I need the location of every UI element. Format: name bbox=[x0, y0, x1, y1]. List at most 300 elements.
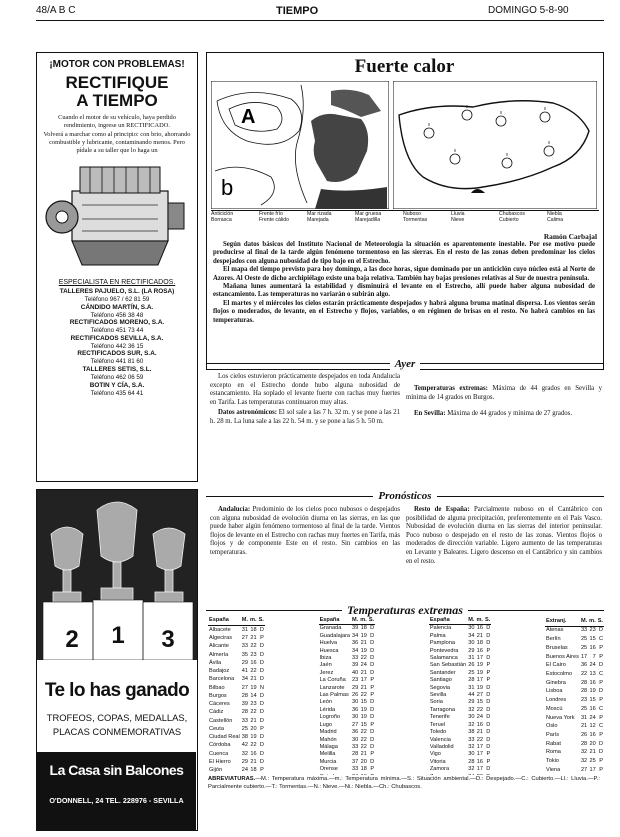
table-row bbox=[545, 662, 604, 671]
value-cell: C bbox=[598, 705, 603, 712]
value-cell: P bbox=[486, 751, 491, 758]
legend-item: Calima bbox=[547, 217, 564, 224]
city-cell: Bruselas bbox=[545, 644, 568, 651]
legend-item: Borrasca bbox=[211, 217, 232, 224]
table-row bbox=[429, 737, 491, 744]
value-cell: 18 bbox=[360, 625, 367, 632]
city-cell: Segovia bbox=[429, 684, 451, 691]
ayer-col-left bbox=[210, 373, 400, 427]
value-cell: 31 bbox=[468, 655, 475, 662]
shop-phone: Teléfono 451 73 44 bbox=[90, 327, 144, 335]
temperature-table-header: M. bbox=[468, 617, 475, 623]
table-row bbox=[319, 729, 376, 736]
temperature-table bbox=[429, 617, 491, 775]
value-cell: D bbox=[486, 729, 491, 736]
table-row bbox=[429, 625, 491, 633]
map-legend bbox=[211, 210, 599, 224]
shop-list-item bbox=[37, 304, 197, 320]
table-row bbox=[545, 766, 604, 775]
value-cell: 44 bbox=[468, 692, 475, 699]
temperature-table bbox=[319, 617, 376, 775]
value-cell: D bbox=[370, 655, 375, 662]
city-cell: Madrid bbox=[319, 729, 337, 736]
value-cell: D bbox=[259, 709, 264, 716]
table-row bbox=[319, 751, 376, 758]
temp-extremes-label: Temperaturas extremas: bbox=[414, 385, 488, 392]
legend-item: Nuboso bbox=[403, 211, 421, 217]
engine-ad-copy-1: Cuando el motor de su vehículo, haya perdido rendimiento, ingrese un RECTIFICADO. bbox=[58, 114, 176, 129]
temperature-table-header: S. bbox=[597, 617, 604, 626]
value-cell: D bbox=[486, 721, 491, 728]
table-row bbox=[319, 670, 376, 677]
city-cell: Palma bbox=[429, 632, 446, 639]
value-cell: D bbox=[370, 647, 375, 654]
value-cell: 29 bbox=[352, 684, 359, 691]
forecast-paragraph: El martes y el miércoles los cielos estarán prácticamente despejados y habrá alguna bruma matinal dispersa. Los vientos serán flojos o moderados, de levante, en el Estrecho y flojos, variables, o en régimen de brisas en el resto. No habrá cambios en las temperaturas. bbox=[213, 299, 595, 324]
city-cell: Atenas bbox=[545, 627, 564, 634]
temperature-table-header: S. bbox=[258, 617, 265, 626]
value-cell: 24 bbox=[476, 714, 483, 721]
city-cell bbox=[429, 774, 467, 775]
value-cell: P bbox=[599, 644, 603, 651]
value-cell: 21 bbox=[476, 632, 483, 639]
value-cell: 40 bbox=[352, 669, 359, 676]
value-cell: 36 bbox=[580, 662, 588, 669]
value-cell: 19 bbox=[476, 669, 483, 676]
value-cell: 23 bbox=[580, 697, 588, 704]
city-cell: Ibiza bbox=[319, 655, 332, 662]
table-row bbox=[429, 692, 491, 699]
value-cell: 33 bbox=[352, 766, 359, 773]
value-cell: 16 bbox=[476, 721, 483, 728]
value-cell: D bbox=[259, 676, 264, 683]
shop-list-item bbox=[37, 288, 197, 304]
svg-text:b: b bbox=[221, 175, 234, 200]
legend-item: Tormentas bbox=[403, 217, 428, 224]
ayer-col-right bbox=[406, 373, 602, 419]
table-row bbox=[545, 670, 604, 679]
city-cell: León bbox=[319, 699, 333, 706]
table-row bbox=[429, 759, 491, 766]
podium-place-second: 2 bbox=[65, 626, 79, 653]
value-cell: D bbox=[486, 640, 491, 647]
value-cell: 36 bbox=[352, 706, 359, 713]
value-cell: 34 bbox=[468, 632, 475, 639]
value-cell: 27 bbox=[476, 692, 483, 699]
value-cell: 24 bbox=[241, 767, 249, 774]
table-row bbox=[319, 640, 376, 647]
value-cell: D bbox=[259, 626, 264, 633]
value-cell: 25 bbox=[580, 705, 588, 712]
value-cell: 32 bbox=[580, 758, 588, 765]
value-cell: 17 bbox=[580, 653, 588, 660]
value-cell: 25 bbox=[580, 636, 588, 643]
legend-item: Marejada bbox=[307, 217, 329, 224]
legend-item: Marejadilla bbox=[355, 217, 381, 224]
value-cell: D bbox=[598, 662, 603, 669]
city-cell: Jerez bbox=[319, 669, 334, 676]
value-cell: P bbox=[370, 721, 375, 728]
value-cell: P bbox=[599, 766, 603, 773]
value-cell: 39 bbox=[352, 662, 359, 669]
value-cell bbox=[351, 774, 359, 775]
value-cell: 28 bbox=[580, 679, 588, 686]
value-cell: 42 bbox=[241, 742, 249, 749]
city-cell: Santiago bbox=[429, 677, 452, 684]
engine-ad-headline: ¡MOTOR CON PROBLEMAS! bbox=[49, 59, 185, 70]
value-cell: 33 bbox=[352, 655, 359, 662]
table-row bbox=[319, 774, 376, 775]
value-cell: 14 bbox=[250, 692, 257, 699]
table-row bbox=[208, 684, 265, 692]
value-cell: D bbox=[259, 758, 264, 765]
value-cell: 16 bbox=[589, 679, 596, 686]
value-cell: P bbox=[486, 758, 491, 765]
value-cell: 28 bbox=[352, 751, 359, 758]
shop-name: TALLERES SETIS, S.L. bbox=[82, 365, 152, 373]
temperature-table-header: M. bbox=[241, 617, 249, 626]
sevilla-label: En Sevilla: bbox=[414, 410, 446, 418]
value-cell: C bbox=[598, 636, 603, 643]
city-cell: Melilla bbox=[319, 751, 336, 758]
value-cell: 35 bbox=[241, 651, 249, 658]
forecast-text bbox=[213, 241, 595, 325]
value-cell: 39 bbox=[352, 625, 359, 632]
trophy-ad-items-1: TROFEOS, COPAS, MEDALLAS, bbox=[46, 712, 188, 723]
city-cell: Jaén bbox=[319, 662, 332, 669]
table-row bbox=[545, 749, 604, 758]
value-cell: P bbox=[486, 677, 491, 684]
value-cell: D bbox=[486, 706, 491, 713]
value-cell: 19 bbox=[360, 632, 367, 639]
value-cell: D bbox=[370, 632, 375, 639]
value-cell: D bbox=[259, 668, 264, 675]
value-cell bbox=[484, 774, 491, 775]
forecast-box bbox=[206, 52, 604, 370]
table-row bbox=[545, 688, 604, 697]
city-cell: Roma bbox=[545, 749, 561, 756]
table-row bbox=[208, 676, 265, 684]
value-cell: 18 bbox=[360, 766, 367, 773]
city-cell: Vitoria bbox=[429, 758, 446, 765]
value-cell: P bbox=[599, 758, 603, 765]
table-row bbox=[319, 648, 376, 655]
value-cell: 16 bbox=[250, 659, 257, 666]
value-cell: C bbox=[598, 723, 603, 730]
value-cell: 38 bbox=[241, 734, 249, 741]
city-cell: Ceuta bbox=[209, 725, 224, 732]
value-cell: C bbox=[598, 671, 603, 678]
temperature-table bbox=[208, 617, 265, 775]
city-cell: Almería bbox=[209, 651, 229, 658]
value-cell bbox=[359, 774, 368, 775]
value-cell: 22 bbox=[360, 729, 367, 736]
svg-text:A: A bbox=[241, 106, 256, 128]
abbrev-label: ABREVIATURAS. bbox=[208, 776, 256, 782]
value-cell: 21 bbox=[580, 723, 588, 730]
header-rule bbox=[36, 20, 604, 21]
value-cell: 31 bbox=[468, 684, 475, 691]
table-row bbox=[319, 744, 376, 751]
shop-phone: Teléfono 441 81 60 bbox=[90, 358, 144, 366]
table-row bbox=[429, 699, 491, 706]
value-cell: D bbox=[370, 758, 375, 765]
legend-item: Mar gruesa bbox=[355, 211, 382, 217]
value-cell: P bbox=[260, 725, 264, 732]
value-cell: 32 bbox=[468, 743, 475, 750]
section-title: TIEMPO bbox=[276, 5, 319, 17]
city-cell: Pontevedra bbox=[429, 647, 459, 654]
shop-list-item bbox=[37, 366, 197, 382]
table-row bbox=[208, 635, 265, 643]
city-cell: Tokio bbox=[545, 758, 560, 765]
temperature-tables bbox=[208, 617, 604, 775]
andalucia-label: Andalucía: bbox=[218, 506, 251, 513]
value-cell: 22 bbox=[360, 736, 367, 743]
value-cell: 28 bbox=[468, 677, 475, 684]
table-row bbox=[208, 651, 265, 659]
table-row bbox=[545, 636, 604, 645]
value-cell: 30 bbox=[468, 625, 475, 632]
value-cell: P bbox=[260, 635, 264, 642]
value-cell: 24 bbox=[589, 662, 596, 669]
value-cell: P bbox=[370, 677, 375, 684]
city-cell: Vigo bbox=[429, 751, 441, 758]
city-cell: El Cairo bbox=[545, 662, 566, 669]
table-row bbox=[208, 717, 265, 725]
city-cell: Lanzarote bbox=[319, 684, 345, 691]
city-cell: Valencia bbox=[429, 736, 451, 743]
city-cell: Las Palmas bbox=[319, 692, 349, 699]
shop-name: BOTIN Y CÍA, S.A. bbox=[89, 381, 145, 389]
value-cell: 22 bbox=[250, 668, 257, 675]
value-cell: 19 bbox=[476, 662, 483, 669]
value-cell: 13 bbox=[589, 671, 596, 678]
value-cell: 26 bbox=[468, 662, 475, 669]
value-cell: D bbox=[370, 729, 375, 736]
value-cell: 19 bbox=[250, 734, 257, 741]
table-row bbox=[319, 685, 376, 692]
resto-espana-text: Parcialmente nuboso en el Cantábrico con posibilidad de alguna precipitación, preferentemente en el País Vasco. Nubosidad de evolución diurna en las sierras del interior peninsular. Poco nuboso o despejado en el resto de las zonas. Vientos flojos o moderados de dirección variable. Ligero aumento de las temperaturas en Levante y Baleares. Ligero descenso en el Cantábrico y sin cambios en el resto. bbox=[406, 506, 602, 565]
table-row bbox=[545, 757, 604, 766]
value-cell: P bbox=[486, 647, 491, 654]
value-cell: D bbox=[259, 692, 264, 699]
temp-extremes-text: Máxima de 44 grados en Sevilla y mínima de 14 grados en Burgos. bbox=[406, 385, 602, 401]
legend-item: Frente frío bbox=[259, 211, 283, 217]
temperature-table-header: Extranj. bbox=[545, 617, 580, 626]
value-cell: D bbox=[370, 706, 375, 713]
value-cell: 39 bbox=[241, 701, 249, 708]
value-cell: D bbox=[370, 699, 375, 706]
temperature-table-header: España bbox=[319, 617, 351, 625]
city-cell: La Coruña bbox=[319, 677, 346, 684]
value-cell: 27 bbox=[580, 766, 588, 773]
table-row bbox=[545, 714, 604, 723]
value-cell: 25 bbox=[241, 725, 249, 732]
legend-item: Anticiclón bbox=[211, 211, 234, 217]
value-cell: 20 bbox=[360, 758, 367, 765]
table-row bbox=[545, 705, 604, 714]
value-cell: D bbox=[370, 743, 375, 750]
city-cell: Lugo bbox=[319, 721, 333, 728]
table-row bbox=[545, 731, 604, 740]
value-cell: 19 bbox=[250, 684, 257, 691]
table-row bbox=[319, 692, 376, 699]
value-cell: 15 bbox=[360, 699, 367, 706]
city-cell: Burgos bbox=[209, 692, 227, 699]
value-cell: N bbox=[259, 684, 264, 691]
value-cell: 24 bbox=[360, 662, 367, 669]
astro-text: El sol sale a las 7 h. 32 m. y se pone a las 21 h. 28 m. La luna sale a las 22 h. 54 m. y se pone a las 5 h. 50 m. bbox=[210, 409, 400, 425]
legend-item: Frente cálido bbox=[259, 217, 289, 224]
city-cell: Barcelona bbox=[209, 676, 235, 683]
shop-list-item bbox=[37, 319, 197, 335]
value-cell: 18 bbox=[476, 640, 483, 647]
value-cell: D bbox=[486, 692, 491, 699]
table-row bbox=[319, 759, 376, 766]
page-date: DOMINGO 5-8-90 bbox=[488, 5, 569, 16]
value-cell: 36 bbox=[352, 640, 359, 647]
city-cell: Buenos Aires bbox=[545, 653, 579, 660]
table-row bbox=[208, 750, 265, 758]
value-cell: 22 bbox=[476, 706, 483, 713]
value-cell: 21 bbox=[360, 669, 367, 676]
city-cell: Toledo bbox=[429, 729, 447, 736]
value-cell: 36 bbox=[352, 729, 359, 736]
value-cell: 34 bbox=[241, 676, 249, 683]
value-cell: 32 bbox=[468, 766, 475, 773]
table-row bbox=[429, 640, 491, 647]
value-cell: P bbox=[599, 679, 603, 686]
value-cell: 17 bbox=[589, 766, 596, 773]
table-row bbox=[545, 723, 604, 732]
value-cell: 23 bbox=[250, 701, 257, 708]
value-cell: 22 bbox=[250, 643, 257, 650]
value-cell: 30 bbox=[468, 751, 475, 758]
value-cell: D bbox=[259, 750, 264, 757]
value-cell: 33 bbox=[241, 717, 249, 724]
table-row bbox=[545, 626, 604, 635]
value-cell: 20 bbox=[589, 740, 596, 747]
value-cell: D bbox=[259, 701, 264, 708]
table-row bbox=[208, 767, 265, 775]
city-cell: Cuenca bbox=[209, 750, 229, 757]
value-cell: 22 bbox=[360, 655, 367, 662]
value-cell: 25 bbox=[580, 644, 588, 651]
value-cell: 28 bbox=[580, 688, 588, 695]
shop-name: TALLERES PAJUELO, S.L. (LA ROSA) bbox=[59, 288, 175, 295]
table-row bbox=[429, 729, 491, 736]
forecast-author: Ramón Carbajal bbox=[543, 232, 597, 241]
table-row bbox=[545, 679, 604, 688]
city-cell: Sevilla bbox=[429, 692, 447, 699]
value-cell: P bbox=[486, 669, 491, 676]
value-cell: D bbox=[598, 740, 603, 747]
value-cell bbox=[467, 774, 475, 775]
table-row bbox=[545, 653, 604, 662]
value-cell: 30 bbox=[352, 736, 359, 743]
table-row bbox=[208, 668, 265, 676]
value-cell: 19 bbox=[360, 647, 367, 654]
table-row bbox=[208, 626, 265, 635]
pronosticos-col-left bbox=[210, 506, 400, 558]
value-cell: P bbox=[599, 731, 603, 738]
value-cell: P bbox=[370, 684, 375, 691]
value-cell: 15 bbox=[360, 721, 367, 728]
value-cell: D bbox=[259, 643, 264, 650]
value-cell: D bbox=[259, 659, 264, 666]
value-cell: 34 bbox=[352, 647, 359, 654]
value-cell: D bbox=[370, 714, 375, 721]
city-cell: Estocolmo bbox=[545, 671, 573, 678]
value-cell: D bbox=[259, 734, 264, 741]
value-cell: 31 bbox=[241, 626, 249, 633]
value-cell: 30 bbox=[468, 640, 475, 647]
table-row bbox=[208, 742, 265, 750]
city-cell: Tarragona bbox=[429, 706, 456, 713]
value-cell: P bbox=[260, 767, 264, 774]
value-cell: 17 bbox=[476, 751, 483, 758]
value-cell: 21 bbox=[360, 640, 367, 647]
value-cell: 30 bbox=[352, 699, 359, 706]
city-cell: París bbox=[545, 731, 560, 738]
shop-phone: Teléfono 442 36 15 bbox=[90, 342, 144, 350]
table-row bbox=[319, 662, 376, 669]
value-cell: 15 bbox=[589, 636, 596, 643]
astro-label: Datos astronómicos: bbox=[218, 409, 277, 417]
temperature-table bbox=[545, 617, 604, 775]
value-cell: D bbox=[370, 640, 375, 647]
value-cell: 28 bbox=[241, 692, 249, 699]
value-cell: 17 bbox=[476, 677, 483, 684]
value-cell: 25 bbox=[589, 758, 596, 765]
value-cell: D bbox=[259, 742, 264, 749]
value-cell: D bbox=[598, 627, 603, 634]
city-cell: Valladolid bbox=[429, 743, 454, 750]
value-cell: 26 bbox=[580, 731, 588, 738]
engine-ad-copy-2: Volverá a marchar como al principio: con brio, ahorrando combustible y lubricante, contaminando menos. Pero pídale a su taller que lo haga un bbox=[43, 131, 191, 154]
value-cell: 30 bbox=[468, 714, 475, 721]
weather-map-europe bbox=[211, 81, 389, 209]
value-cell: 30 bbox=[352, 714, 359, 721]
value-cell bbox=[368, 774, 375, 775]
city-cell: Nueva York bbox=[545, 714, 575, 721]
value-cell: 32 bbox=[241, 750, 249, 757]
pronosticos-title: Pronósticos bbox=[373, 490, 436, 502]
value-cell: D bbox=[486, 699, 491, 706]
value-cell: 29 bbox=[468, 699, 475, 706]
temperature-table-header: España bbox=[208, 617, 241, 626]
temperature-table-header: m. bbox=[360, 617, 367, 623]
value-cell: 41 bbox=[241, 668, 249, 675]
table-row bbox=[429, 670, 491, 677]
table-row bbox=[208, 701, 265, 709]
engine-ad-title-1: RECTIFIQUE bbox=[65, 73, 169, 92]
value-cell: 21 bbox=[250, 717, 257, 724]
value-cell bbox=[475, 774, 484, 775]
city-cell: Oslo bbox=[545, 723, 558, 730]
value-cell: 19 bbox=[360, 706, 367, 713]
value-cell: 18 bbox=[250, 626, 257, 633]
value-cell: 16 bbox=[476, 625, 483, 632]
sevilla-text: Máxima de 44 grados y mínima de 27 grados. bbox=[447, 410, 573, 418]
value-cell: D bbox=[486, 655, 491, 662]
value-cell: 21 bbox=[250, 758, 257, 765]
city-cell: Lisboa bbox=[545, 688, 563, 695]
forecast-paragraph: El mapa del tiempo previsto para hoy domingo, a las doce horas, sigue dominado por un anticiclón cuyo núcleo está al Norte de Azores. Al Oeste de dicho archipiélago existe una baja relativa. También hay bajas presiones relativas al Sur de nuestra península. bbox=[213, 266, 595, 282]
value-cell: 33 bbox=[468, 736, 475, 743]
shop-phone: Teléfono 435 64 41 bbox=[90, 389, 144, 397]
